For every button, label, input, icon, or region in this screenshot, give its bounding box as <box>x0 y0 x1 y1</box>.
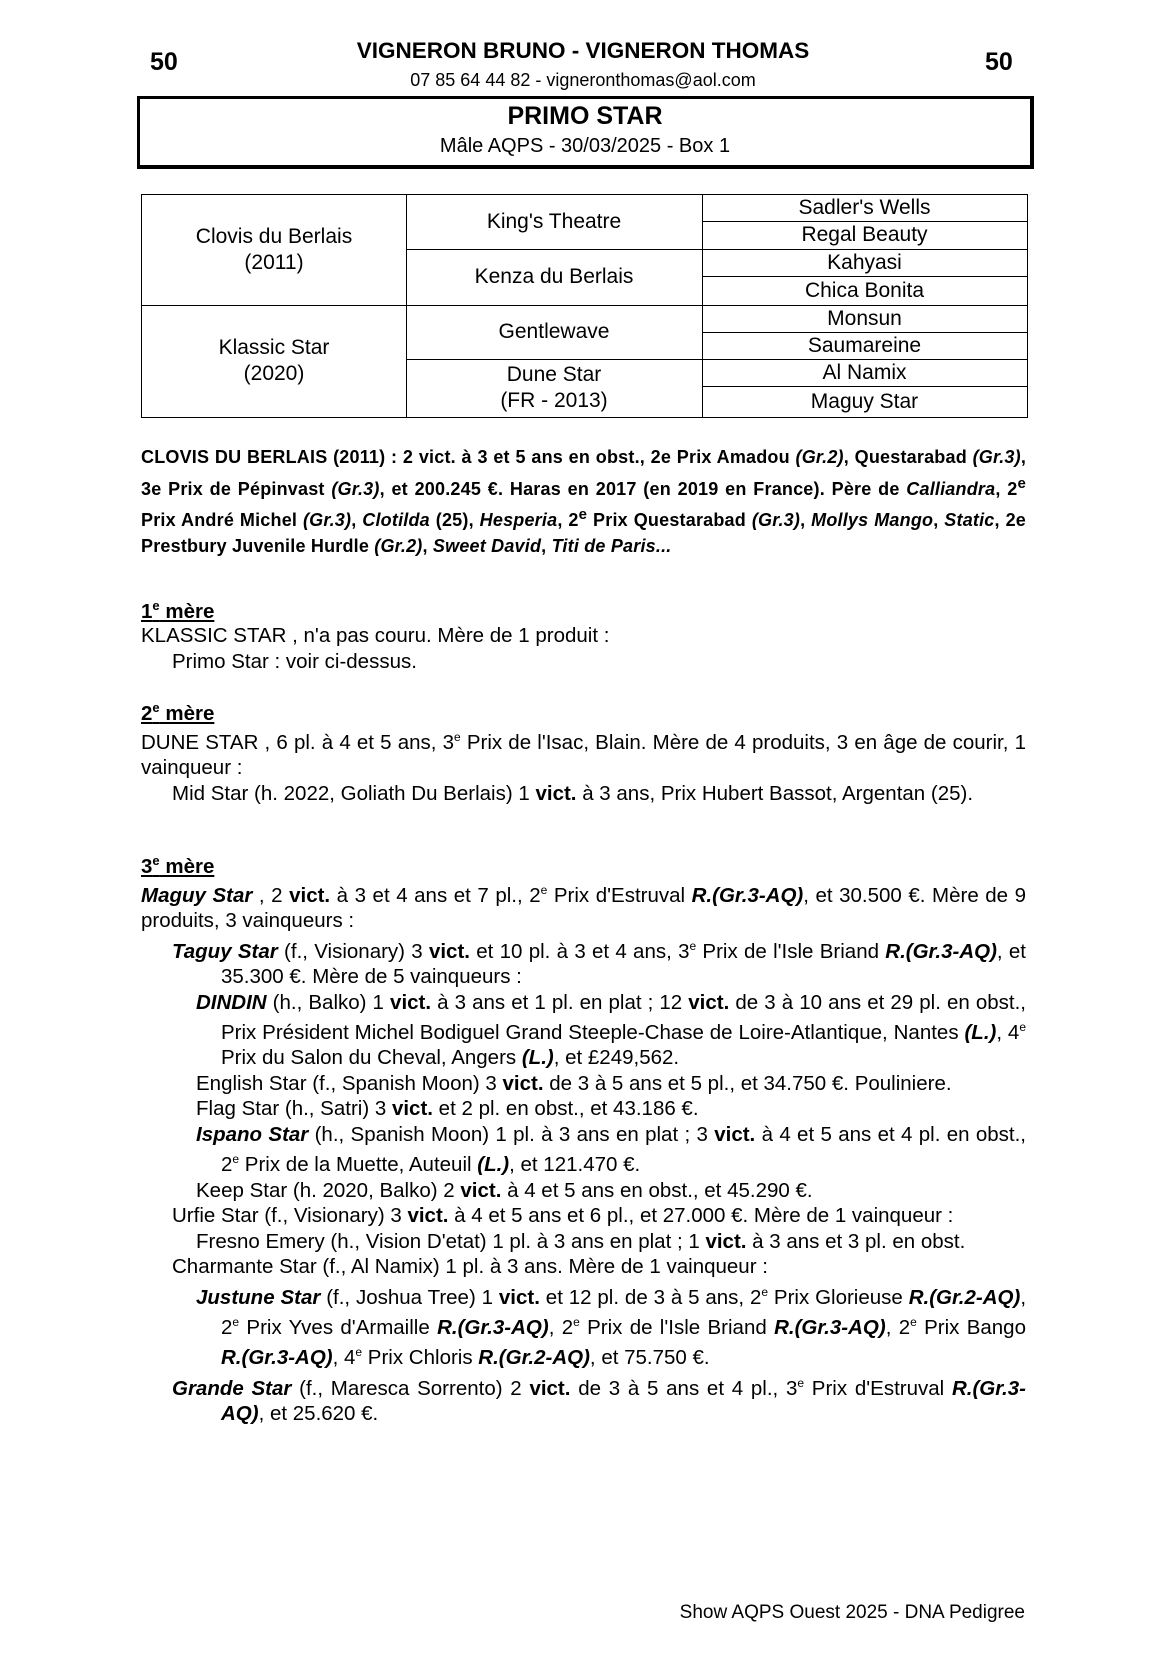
maguy-star-entry: Maguy Star , 2 vict. à 3 et 4 ans et 7 pl., 2e Prix d'Estruval R.(Gr.3-AQ), et 30.500 €. Mère de 9 produits, 3 vainqueurs : <box>141 883 1027 933</box>
pedigree-gen3-cell: Saumareine <box>807 333 922 357</box>
fresno-emery-entry: Fresno Emery (h., Vision D'etat) 1 pl. à 3 ans en plat ; 1 vict. à 3 ans et 3 pl. en obst. <box>196 1229 966 1253</box>
taguy-star-entry: Taguy Star (f., Visionary) 3 vict. et 10 pl. à 3 et 4 ans, 3e Prix de l'Isle Briand R.(Gr.3-AQ), et 35.300 €. Mère de 5 vainqueurs : <box>172 938 1026 989</box>
lot-number-right: 50 <box>985 48 1013 76</box>
pedigree-gen3-cell: Monsun <box>827 306 902 330</box>
pedigree-dam-dam: Dune Star (FR - 2013) <box>500 363 608 412</box>
breeder-names: VIGNERON BRUNO - VIGNERON THOMAS <box>356 38 810 63</box>
charmante-star-entry: Charmante Star (f., Al Namix) 1 pl. à 3 ans. Mère de 1 vainqueur : <box>172 1255 768 1279</box>
section-heading-mere1: 1e mère <box>141 598 215 623</box>
pedigree-dam: Klassic Star (2020) <box>218 336 330 385</box>
lot-number-left: 50 <box>150 48 178 76</box>
pedigree-table <box>141 194 1028 418</box>
pedigree-gen3-cell: Sadler's Wells <box>798 196 931 219</box>
pedigree-sire-sire: King's Theatre <box>486 210 622 233</box>
dindin-entry: DINDIN (h., Balko) 1 vict. à 3 ans et 1 pl. en plat ; 12 vict. de 3 à 10 ans et 29 pl. en obst., Prix Président Michel Bodiguel Grand Steeple-Chase de Loire-Atlantique, Nantes (L.), 4e Prix du Salon du Cheval, Angers (L.), et £249,562. <box>196 990 1027 1070</box>
english-star-entry: English Star (f., Spanish Moon) 3 vict. de 3 à 5 ans et 5 pl., et 34.750 €. Pouliniere. <box>196 1071 952 1095</box>
horse-title-box <box>137 96 1034 169</box>
flag-star-entry: Flag Star (h., Satri) 3 vict. et 2 pl. en obst., et 43.186 €. <box>196 1097 699 1121</box>
keep-star-entry: Keep Star (h. 2020, Balko) 2 vict. à 4 et 5 ans en obst., et 45.290 €. <box>196 1178 813 1202</box>
mere2-text: DUNE STAR , 6 pl. à 4 et 5 ans, 3e Prix de l'Isac, Blain. Mère de 4 produits, 3 en âge de courir, 1 vainqueur : Mid Star (h. 2022, Goliath Du Berlais) 1 vict. à 3 ans, Prix Hubert Bassot, Argentan (25). <box>141 730 1026 805</box>
pedigree-dam-sire: Gentlewave <box>498 320 610 343</box>
pedigree-sire: Clovis du Berlais (2011) <box>195 225 353 274</box>
ispano-star-entry: Ispano Star (h., Spanish Moon) 1 pl. à 3 ans en plat ; 3 vict. à 4 et 5 ans et 4 pl. en obst., 2e Prix de la Muette, Auteuil (L.), et 121.470 €. <box>196 1122 1026 1177</box>
breeder-contact: 07 85 64 44 82 - vigneronthomas@aol.com <box>410 70 756 90</box>
pedigree-gen3-cell: Kahyasi <box>827 250 902 274</box>
horse-details: Mâle AQPS - 30/03/2025 - Box 1 <box>439 135 731 157</box>
mere3-text <box>141 878 1026 1427</box>
mere1-text: KLASSIC STAR , n'a pas couru. Mère de 1 produit : Primo Star : voir ci-dessus. <box>141 624 610 673</box>
pedigree-sire-dam: Kenza du Berlais <box>474 265 634 288</box>
justune-star-entry: Justune Star (f., Joshua Tree) 1 vict. et 12 pl. de 3 à 5 ans, 2e Prix Glorieuse R.(Gr.2-AQ), 2e Prix Yves d'Armaille R.(Gr.3-AQ), 2e Prix de l'Isle Briand R.(Gr.3-AQ), 2e Prix Bango R.(Gr.3-AQ), 4e Prix Chloris R.(Gr.2-AQ), et 75.750 €. <box>196 1284 1027 1370</box>
pedigree-gen3-cell: Regal Beauty <box>801 223 928 246</box>
horse-name: PRIMO STAR <box>507 102 663 130</box>
pedigree-gen3-cell: Al Namix <box>822 360 907 384</box>
grande-star-entry: Grande Star (f., Maresca Sorrento) 2 vict. de 3 à 5 ans et 4 pl., 3e Prix d'Estruval R.(Gr.3-AQ), et 25.620 €. <box>172 1375 1026 1426</box>
section-heading-mere2: 2e mère <box>141 700 215 725</box>
section-heading-mere3: 3e mère <box>141 853 215 878</box>
sire-note: CLOVIS DU BERLAIS (2011) : 2 vict. à 3 et 5 ans en obst., 2e Prix Amadou (Gr.2), Questarabad (Gr.3), 3e Prix de Pépinvast (Gr.3), et 200.245 €. Haras en 2017 (en 2019 en France). Père de Calliandra, 2e Prix André Michel (Gr.3), Clotilda (25), Hesperia, 2e Prix Questarabad (Gr.3), Mollys Mango, Static, 2e Prestbury Juvenile Hurdle (Gr.2), Sweet David, Titi de Paris... <box>141 447 1027 556</box>
pedigree-gen3-cell: Chica Bonita <box>804 278 925 302</box>
page-footer: Show AQPS Ouest 2025 - DNA Pedigree <box>679 1602 1025 1623</box>
urfie-star-entry: Urfie Star (f., Visionary) 3 vict. à 4 et 5 ans et 6 pl., et 27.000 €. Mère de 1 vainqueur : <box>172 1204 954 1228</box>
pedigree-gen3-cell: Maguy Star <box>810 389 919 413</box>
